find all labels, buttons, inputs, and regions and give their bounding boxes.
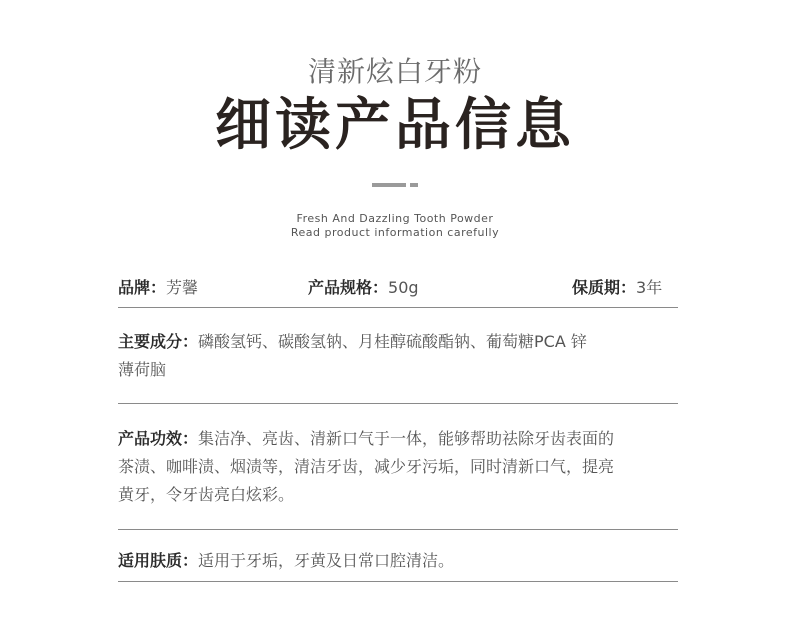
suitable-value: 适用于牙垢，牙黄及日常口腔清洁。 [198, 551, 455, 570]
suitable-label: 适用肤质： [118, 551, 199, 570]
efficacy-label: 产品功效： [118, 429, 199, 448]
efficacy-line-2: 茶渍、咖啡渍、烟渍等，清洁牙齿，减少牙污垢，同时清新口气，提亮 [118, 457, 615, 476]
page-title: 细读产品信息 [215, 93, 575, 158]
spec-row [118, 276, 678, 300]
divider-line [118, 307, 678, 308]
ingredients-label: 主要成分： [118, 332, 199, 351]
shelf-life-value: 3年 [636, 278, 663, 297]
english-subtagline: Read product information carefully [290, 226, 500, 239]
brand-spec [118, 276, 198, 300]
efficacy-line-1 [118, 425, 678, 453]
english-tagline: Fresh And Dazzling Tooth Powder [296, 212, 494, 225]
size-value: 50g [388, 278, 419, 297]
divider-line [118, 403, 678, 404]
divider-line [118, 529, 678, 530]
ingredients-line-1 [118, 328, 678, 356]
suitable-section [118, 547, 678, 575]
ingredients-text-1: 磷酸氢钙、碳酸氢钠、月桂醇硫酸酯钠、葡萄糖PCA 锌 [198, 332, 587, 351]
efficacy-text-1: 集洁净、亮齿、清新口气于一体，能够帮助祛除牙齿表面的 [198, 429, 615, 448]
size-spec [308, 276, 419, 300]
brand-label: 品牌： [118, 278, 167, 297]
divider-long-bar [372, 183, 406, 187]
efficacy-section [118, 425, 678, 509]
shelf-life-spec [572, 276, 662, 300]
product-subtitle: 清新炫白牙粉 [307, 55, 482, 88]
suitable-line [118, 547, 678, 575]
ingredients-line-2: 薄荷脑 [118, 360, 167, 379]
efficacy-line-3: 黄牙，令牙齿亮白炫彩。 [118, 485, 295, 504]
size-label: 产品规格： [308, 278, 389, 297]
ingredients-section [118, 328, 678, 384]
brand-value: 芳馨 [166, 278, 199, 297]
shelf-life-label: 保质期： [572, 278, 637, 297]
divider-line [118, 581, 678, 582]
divider-short-bar [410, 183, 418, 187]
